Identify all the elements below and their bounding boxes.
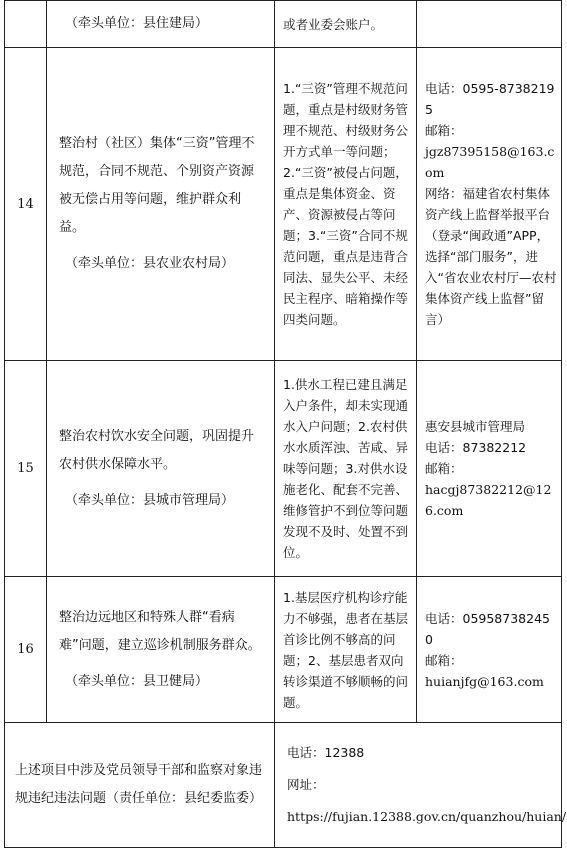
table-row-footer bbox=[5, 723, 562, 848]
lead-unit: （牵头单位：县城市管理局） bbox=[65, 492, 235, 508]
contact-email: huianjfg@163.com bbox=[425, 673, 544, 689]
task-text: 整治农村饮水安全问题，巩固提升农村供水保障水平。 bbox=[59, 428, 255, 472]
footer-web-label: 网址： bbox=[287, 777, 325, 792]
row-number-cell bbox=[5, 1, 47, 48]
task-cell bbox=[47, 48, 275, 361]
footer-contact-cell bbox=[275, 723, 567, 848]
problem-text: 1.基层医疗机构诊疗能力不够强，患者在基层首诊比例不够高的问题；2、基层患者双向转诊渠道不够顺畅的问题。 bbox=[283, 589, 409, 710]
task-text: 整治边远地区和特殊人群“看病难”问题，建立巡诊机制服务群众。 bbox=[59, 609, 261, 653]
contact-phone: 电话：0595-87382195 bbox=[425, 81, 555, 117]
contact-phone: 电话：059587382450 bbox=[425, 610, 550, 647]
task-cell bbox=[47, 361, 275, 577]
contact-email: hacgj87382212@126.com bbox=[425, 482, 552, 518]
contact-email: jgz87395158@163.com bbox=[425, 144, 555, 180]
lead-unit: （牵头单位：县卫健局） bbox=[65, 673, 209, 689]
footer-text: 上述项目中涉及党员领导干部和监察对象违规违纪违法问题（责任单位：县纪委监委） bbox=[15, 763, 263, 806]
contact-web: 网络：福建省农村集体资产线上监督举报平台（登录“闽政通”APP，选择“部门服务”，进入“省农业农村厅—农村集体资产线上监督”留言） bbox=[425, 186, 557, 327]
lead-unit: （牵头单位：县住建局） bbox=[65, 16, 209, 31]
row-number: 15 bbox=[5, 361, 47, 577]
contact-cell bbox=[417, 361, 562, 577]
table-row bbox=[5, 577, 562, 723]
problem-cell bbox=[275, 1, 417, 48]
problem-text: 1.“三资”管理不规范问题，重点是村级财务管理不规范、村级财务公开方式单一等问题；2.“三资”被侵占问题，重点是集体资金、资产、资源被侵占等问题；3.“三资”合同不规范问题，重点是违背合同法、显失公平、未经民主程序、暗箱操作等四类问题。 bbox=[283, 81, 409, 327]
footer-url[interactable]: https://fujian.12388.gov.cn/quanzhou/huian/ bbox=[287, 809, 567, 824]
problem-text: 1.供水工程已建且满足入户条件，却未实现通水入户问题；2.农村供水水质浑浊、苦咸、异味等问题；3.对供水设施老化、配套不完善、维修管护不到位等问题发现不及时、处置不到位。 bbox=[283, 377, 409, 560]
task-cell bbox=[47, 577, 275, 723]
task-cell bbox=[47, 1, 275, 48]
footer-text-cell bbox=[5, 723, 275, 848]
contact-cell bbox=[417, 1, 562, 48]
problem-cell bbox=[275, 48, 417, 361]
contact-cell bbox=[417, 48, 562, 361]
table-row bbox=[5, 48, 562, 361]
contact-email-label: 邮箱： bbox=[425, 461, 463, 476]
problem-cell bbox=[275, 361, 417, 577]
contact-email-label: 邮箱： bbox=[425, 652, 463, 668]
task-text: 整治村（社区）集体“三资”管理不规范，合同不规范、个别资产资源被无偿占用等问题，维护群众利益。 bbox=[59, 136, 255, 235]
supervision-table bbox=[4, 0, 567, 848]
footer-phone: 电话：12388 bbox=[287, 745, 365, 760]
row-number: 14 bbox=[5, 48, 47, 361]
problem-cell bbox=[275, 577, 417, 723]
contact-cell bbox=[417, 577, 562, 723]
table-row-top bbox=[5, 1, 562, 48]
contact-org: 惠安县城市管理局 bbox=[425, 419, 526, 434]
contact-email-label: 邮箱： bbox=[425, 123, 463, 138]
row-number: 16 bbox=[5, 577, 47, 723]
problem-text: 或者业委会账户。 bbox=[283, 16, 384, 32]
lead-unit: （牵头单位：县农业农村局） bbox=[65, 256, 235, 271]
table-row bbox=[5, 361, 562, 577]
contact-phone: 电话：87382212 bbox=[425, 440, 527, 455]
